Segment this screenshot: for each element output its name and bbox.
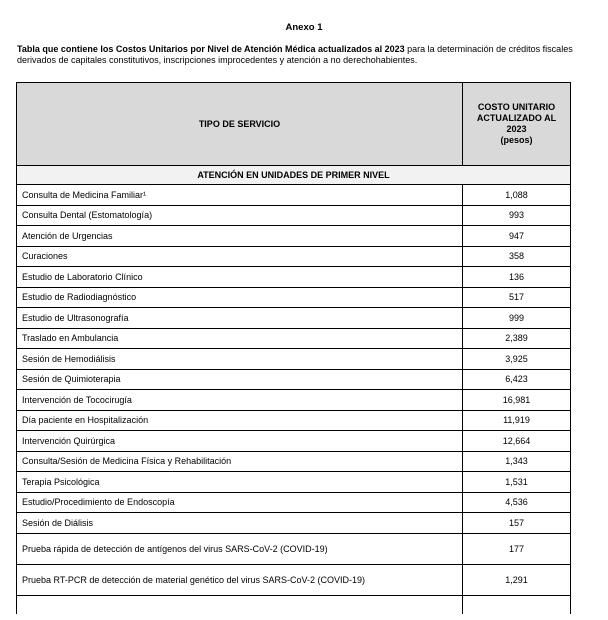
table-row — [17, 513, 571, 534]
table-row — [17, 308, 571, 329]
annex-title: Anexo 1 — [285, 22, 323, 33]
cost-cell: 12,664 — [463, 431, 571, 452]
table-row — [17, 472, 571, 493]
cost-cell: 4,536 — [463, 492, 571, 513]
table-row — [17, 246, 571, 267]
header-cost-line-1: COSTO UNITARIO — [477, 102, 556, 112]
table-row — [17, 533, 571, 564]
header-cost-line-3: 2023 — [506, 124, 527, 134]
service-cell: Estudio/Procedimiento de Endoscopía — [17, 492, 463, 513]
empty-cell — [17, 595, 463, 614]
header-cost-line-4: (pesos) — [500, 135, 533, 145]
service-cell: Traslado en Ambulancia — [17, 328, 463, 349]
table-row — [17, 205, 571, 226]
table-row — [17, 431, 571, 452]
service-cell: Estudio de Radiodiagnóstico — [17, 287, 463, 308]
service-cell: Consulta de Medicina Familiar¹ — [17, 185, 463, 206]
header-cost — [463, 83, 571, 166]
service-cell: Prueba RT-PCR de detección de material genético del virus SARS-CoV-2 (COVID-19) — [17, 564, 463, 595]
cost-cell: 993 — [463, 205, 571, 226]
cost-cell: 136 — [463, 267, 571, 288]
intro-bold: Tabla que contiene los Costos Unitarios por Nivel de Atención Médica actualizados al 2023 — [17, 44, 405, 54]
table-row — [17, 410, 571, 431]
section-header: ATENCIÓN EN UNIDADES DE PRIMER NIVEL — [17, 166, 571, 185]
intro-rest: para la determinación de créditos fiscales derivados de capitales constitutivos, inscripciones improcedentes y atención a no derechohabientes. — [17, 44, 573, 65]
cost-cell: 11,919 — [463, 410, 571, 431]
table-row — [17, 349, 571, 370]
cost-cell: 1,291 — [463, 564, 571, 595]
service-cell: Estudio de Laboratorio Clínico — [17, 267, 463, 288]
service-cell: Día paciente en Hospitalización — [17, 410, 463, 431]
cost-cell: 517 — [463, 287, 571, 308]
cost-cell: 1,343 — [463, 451, 571, 472]
cost-cell: 16,981 — [463, 390, 571, 411]
service-cell: Intervención de Tococirugía — [17, 390, 463, 411]
service-cell: Sesión de Hemodiálisis — [17, 349, 463, 370]
cost-cell: 358 — [463, 246, 571, 267]
table-row — [17, 226, 571, 247]
cost-cell: 1,531 — [463, 472, 571, 493]
unit-cost-table — [16, 82, 571, 614]
table-row — [17, 564, 571, 595]
table-row — [17, 185, 571, 206]
service-cell: Intervención Quirúrgica — [17, 431, 463, 452]
cost-cell: 177 — [463, 533, 571, 564]
cost-cell: 947 — [463, 226, 571, 247]
table-row-empty — [17, 595, 571, 614]
table-row — [17, 369, 571, 390]
service-cell: Prueba rápida de detección de antígenos del virus SARS-CoV-2 (COVID-19) — [17, 533, 463, 564]
cost-cell: 6,423 — [463, 369, 571, 390]
cost-cell: 1,088 — [463, 185, 571, 206]
header-service: TIPO DE SERVICIO — [17, 83, 463, 166]
cost-cell: 999 — [463, 308, 571, 329]
table-row — [17, 492, 571, 513]
service-cell: Atención de Urgencias — [17, 226, 463, 247]
service-cell: Estudio de Ultrasonografía — [17, 308, 463, 329]
header-cost-line-2: ACTUALIZADO AL — [476, 113, 557, 123]
table-row — [17, 390, 571, 411]
table-row — [17, 451, 571, 472]
service-cell: Sesión de Quimioterapia — [17, 369, 463, 390]
empty-cell — [463, 595, 571, 614]
service-cell: Curaciones — [17, 246, 463, 267]
service-cell: Consulta Dental (Estomatología) — [17, 205, 463, 226]
cost-cell: 3,925 — [463, 349, 571, 370]
service-cell: Consulta/Sesión de Medicina Física y Rehabilitación — [17, 451, 463, 472]
cost-cell: 157 — [463, 513, 571, 534]
cost-cell: 2,389 — [463, 328, 571, 349]
intro-paragraph — [17, 44, 577, 66]
table-row — [17, 287, 571, 308]
service-cell: Sesión de Diálisis — [17, 513, 463, 534]
table-row — [17, 267, 571, 288]
table-row — [17, 328, 571, 349]
service-cell: Terapia Psicológica — [17, 472, 463, 493]
